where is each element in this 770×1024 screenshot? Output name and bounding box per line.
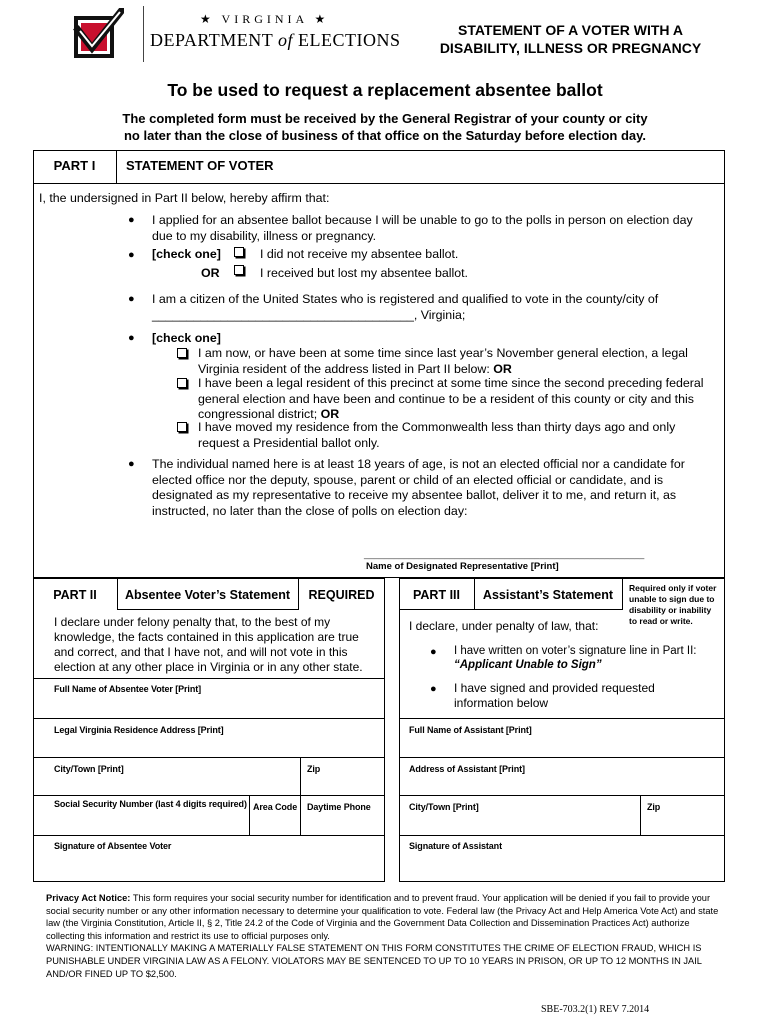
form-revision: SBE-703.2(1) REV 7.2014 (541, 1004, 650, 1015)
divider (117, 609, 299, 610)
option-resident-precinct: I have been a legal resident of this precinct at some time since the second preceding federal general election and have been and continue to be a resident of this county or city and this congressional district; OR (198, 376, 704, 421)
voter-address-field[interactable]: Legal Virginia Residence Address [Print] (54, 725, 224, 735)
voter-area-code-field[interactable]: Area Code (253, 802, 298, 812)
part1-bullet5: The individual named here is at least 18 years of age, is not an elected official nor a candidate for elected office nor the deputy, spouse, parent or child of an elected official or candidate, and is designated as my representative to receive my absentee ballot, deliver it to me, and return it, as instructed, no later than the close of polls on election day: (152, 457, 685, 518)
opt-lost: I received but lost my absentee ballot. (260, 266, 469, 280)
bullet-icon: ● (430, 683, 437, 695)
part2-label: PART II (53, 588, 97, 602)
representative-label: Name of Designated Representative [Print] (366, 561, 559, 572)
assistant-address-field[interactable]: Address of Assistant [Print] (409, 764, 525, 774)
bullet-icon: ● (128, 332, 135, 344)
check-one-label: [check one] (152, 247, 221, 261)
part2-declaration: I declare under felony penalty that, to the best of my knowledge, the facts contained in this application are true and correct, and that I have not, and will not vote in this election at any other place in Virginia or in any other state. (54, 615, 363, 674)
divider (399, 757, 725, 758)
part1-intro: I, the undersigned in Part II below, hereby affirm that: (39, 191, 330, 205)
or-label: OR (201, 266, 220, 280)
voter-phone-field[interactable]: Daytime Phone (307, 802, 371, 812)
checkbox-resident-precinct[interactable] (177, 378, 187, 388)
bullet-icon: ● (128, 249, 135, 261)
checkbox-resident-now[interactable] (177, 348, 187, 358)
part3-bullet1: I have written on voter’s signature line in Part II: “Applicant Unable to Sign” (454, 645, 697, 671)
divider (249, 795, 250, 835)
divider (33, 678, 385, 679)
form-title: STATEMENT OF A VOTER WITH A DISABILITY, ILLNESS OR PREGNANCY (439, 22, 702, 56)
part3-required-note: Required only if voter unable to sign due to disability or inability to read or write. (629, 583, 717, 626)
part1-label: PART I (33, 150, 117, 184)
option-moved: I have moved my residence from the Commonwealth less than thirty days ago and only request a Presidential ballot only. (198, 420, 676, 450)
divider (33, 718, 385, 719)
bullet-icon: ● (128, 458, 135, 470)
checkmark-logo-icon (72, 8, 124, 60)
voter-full-name-field[interactable]: Full Name of Absentee Voter [Print] (54, 684, 202, 694)
representative-name-line[interactable]: ________________________________________________________ (364, 549, 645, 559)
divider (300, 795, 301, 835)
required-badge: REQUIRED (308, 588, 375, 602)
checkbox-not-received[interactable] (234, 247, 244, 257)
option-resident-now: I am now, or have been at some time since last year’s November general election, a legal Virginia resident of the address listed in Part II below: OR (198, 346, 688, 376)
voter-ssn-field[interactable]: Social Security Number (last 4 digits required) (54, 799, 247, 809)
bullet-icon: ● (128, 293, 135, 305)
divider (33, 835, 385, 836)
part1-bullet1: I applied for an absentee ballot because I will be unable to go to the polls in person on election day due to my disability, illness or pregnancy. (152, 213, 693, 243)
part3-title: Assistant’s Statement (482, 588, 614, 602)
part3-declaration: I declare, under penalty of law, that: (409, 619, 599, 633)
opt-not-received: I did not receive my absentee ballot. (260, 247, 459, 261)
voter-city-field[interactable]: City/Town [Print] (54, 764, 124, 774)
part3-label: PART III (413, 588, 460, 602)
check-one-label-2: [check one] (152, 331, 221, 345)
dept-name: DEPARTMENT of ELECTIONS (150, 30, 401, 50)
part2-title: Absentee Voter’s Statement (124, 588, 291, 602)
dept-virginia: ★ VIRGINIA ★ (200, 12, 330, 26)
divider (399, 835, 725, 836)
divider (399, 795, 725, 796)
header-divider (143, 6, 144, 62)
divider (33, 795, 385, 796)
part3-bullet2: I have signed and provided requested information below (454, 681, 655, 710)
assistant-full-name-field[interactable]: Full Name of Assistant [Print] (409, 725, 532, 735)
checkbox-moved[interactable] (177, 422, 187, 432)
receipt-notice: The completed form must be received by the General Registrar of your county or city no later than the close of business of that office on the Saturday before election day. (122, 111, 648, 143)
checkbox-lost[interactable] (234, 265, 244, 275)
divider (399, 609, 623, 610)
divider (640, 795, 641, 835)
voter-zip-field[interactable]: Zip (307, 764, 321, 774)
part1-title: STATEMENT OF VOTER (126, 158, 274, 173)
assistant-zip-field[interactable]: Zip (647, 802, 661, 812)
divider (399, 718, 725, 719)
voter-signature-field[interactable]: Signature of Absentee Voter (54, 841, 172, 851)
bullet-icon: ● (128, 214, 135, 226)
page-subtitle: To be used to request a replacement absentee ballot (167, 80, 603, 100)
assistant-signature-field[interactable]: Signature of Assistant (409, 841, 502, 851)
divider (300, 757, 301, 795)
divider (33, 757, 385, 758)
bullet-icon: ● (430, 646, 437, 658)
privacy-notice: Privacy Act Notice: This form requires your social security number for identification and to prevent fraud. Your application will be denied if you fail to provide your social security number or any other information necessary to determine your qualification to vote. Federal law (the Privacy Act and Help America Vote Act) and state law (the Virginia Constitution, Article II, § 2, Title 24.2 of the Code of Virginia and the Government Data Collection and Dissemination Practices Act) authorize collecting this information and restrict its use to official purposes only. WARNING: INTENTIONALLY MAKING A MATERIALLY FALSE STATEMENT ON THIS FORM CONSTITUTES THE CRIME OF ELECTION FRAUD, WHICH IS PUNISHABLE UNDER VIRGINIA LAW AS A FELONY. VIOLATORS MAY BE SENTENCED TO UP TO 10 YEARS IN PRISON, OR UP TO 12 MONTHS IN JAIL AND/OR FINED UP TO $2,500. (46, 893, 719, 979)
assistant-city-field[interactable]: City/Town [Print] (409, 802, 479, 812)
part1-bullet3: I am a citizen of the United States who is registered and qualified to vote in the county/city of ______________________________________, Virginia; (152, 292, 659, 322)
divider (622, 578, 623, 610)
